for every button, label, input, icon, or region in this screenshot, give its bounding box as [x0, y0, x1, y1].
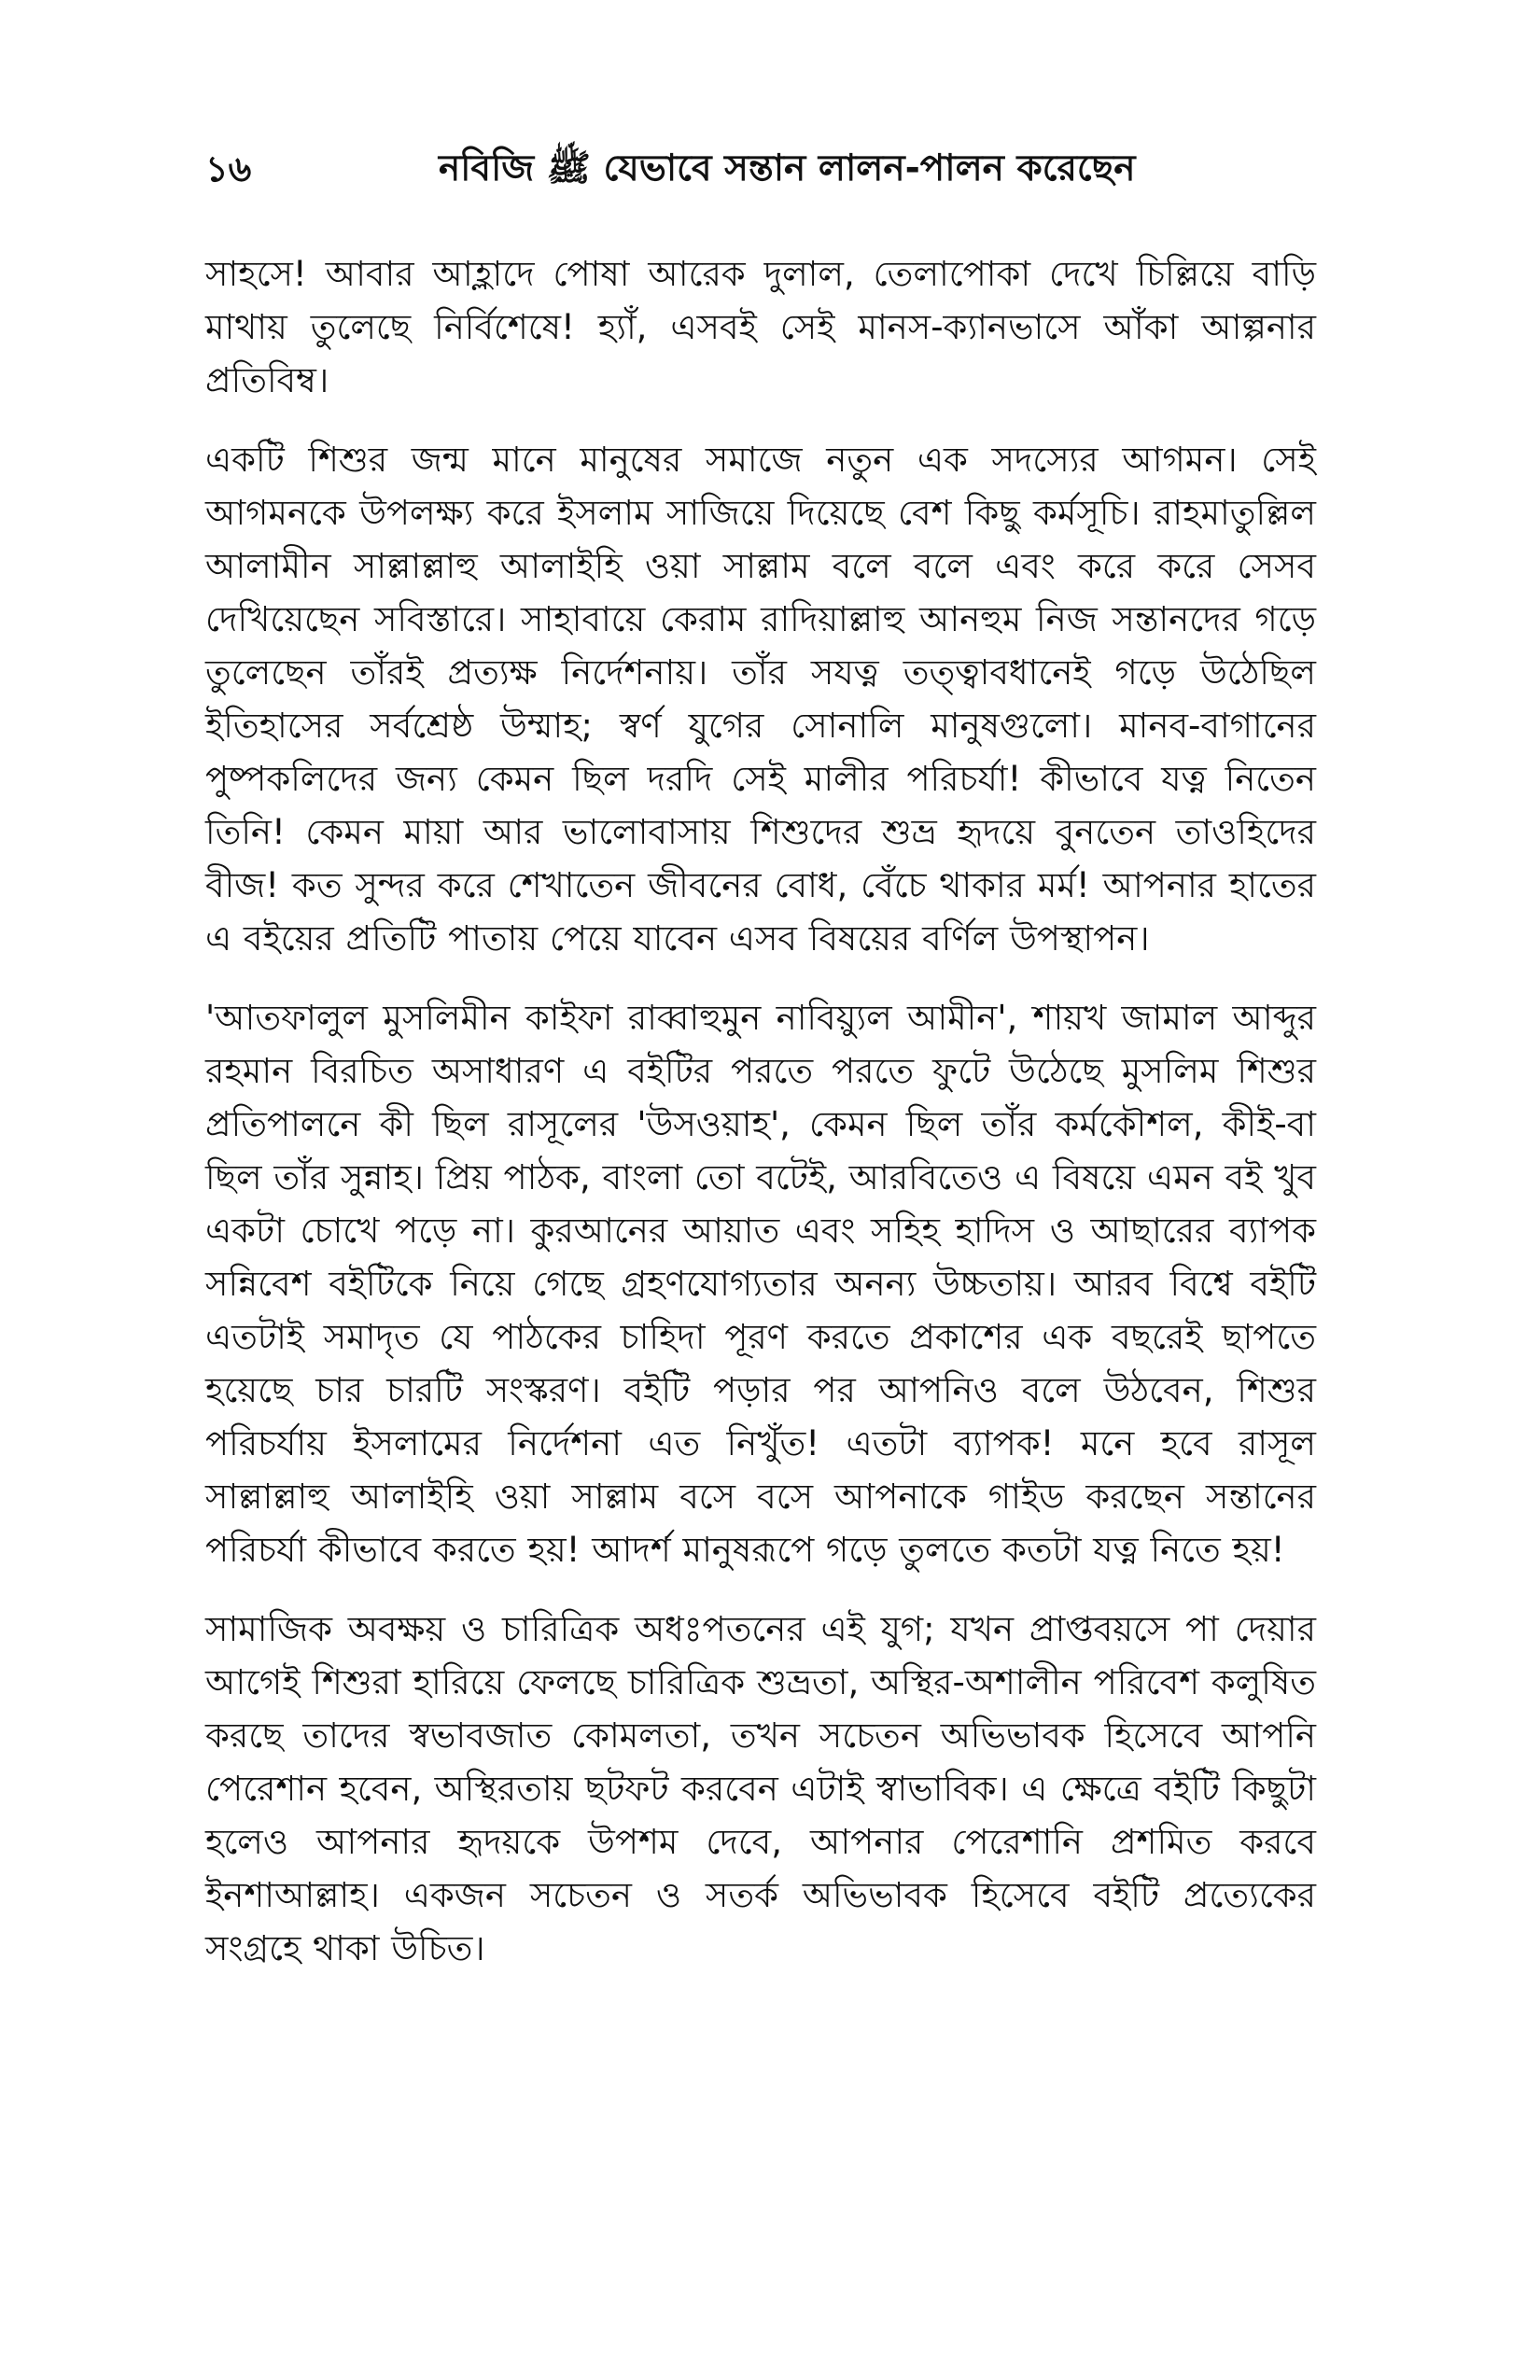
page-number: ১৬ [205, 148, 252, 189]
page-content [205, 247, 1316, 2001]
paragraph-3: 'আতফালুল মুসলিমীন কাইফা রাব্বাহুমুন নাবিয়্যুল আমীন', শায়খ জামাল আব্দুর রহমান বিরচিত অসাধারণ এ বইটির পরতে পরতে ফুটে উঠেছে মুসলিম শিশুর প্রতিপালনে কী ছিল রাসূলের 'উসওয়াহ', কেমন ছিল তাঁর কর্মকৌশল, কীই-বা ছিল তাঁর সুন্নাহ। প্রিয় পাঠক, বাংলা তো বটেই, আরবিতেও এ বিষয়ে এমন বই খুব একটা চোখে পড়ে না। কুরআনের আয়াত এবং সহিহ হাদিস ও আছারের ব্যাপক সন্নিবেশ বইটিকে নিয়ে গেছে গ্রহণযোগ্যতার অনন্য উচ্চতায়। আরব বিশ্বে বইটি এতটাই সমাদৃত যে পাঠকের চাহিদা পূরণ করতে প্রকাশের এক বছরেই ছাপতে হয়েছে চার চারটি সংস্করণ। বইটি পড়ার পর আপনিও বলে উঠবেন, শিশুর পরিচর্যায় ইসলামের নির্দেশনা এত নিখুঁত! এতটা ব্যাপক! মনে হবে রাসূল সাল্লাল্লাহু আলাইহি ওয়া সাল্লাম বসে বসে আপনাকে গাইড করছেন সন্তানের পরিচর্যা কীভাবে করতে হয়! আদর্শ মানুষরূপে গড়ে তুলতে কতটা যত্ন নিতে হয়! [205, 998, 1316, 1570]
page-header [205, 140, 1316, 205]
paragraph-1: সাহসে! আবার আহ্লাদে পোষা আরেক দুলাল, তেলাপোকা দেখে চিল্লিয়ে বাড়ি মাথায় তুলেছে নির্বিশেষে! হ্যাঁ, এসবই সেই মানস-ক্যানভাসে আঁকা আল্পনার প্রতিবিম্ব। [205, 254, 1316, 400]
paragraph-4: সামাজিক অবক্ষয় ও চারিত্রিক অধঃপতনের এই যুগ; যখন প্রাপ্তবয়সে পা দেয়ার আগেই শিশুরা হারিয়ে ফেলছে চারিত্রিক শুভ্রতা, অস্থির-অশালীন পরিবেশ কলুষিত করছে তাদের স্বভাবজাত কোমলতা, তখন সচেতন অভিভাবক হিসেবে আপনি পেরেশান হবেন, অস্থিরতায় ছটফট করবেন এটাই স্বাভাবিক। এ ক্ষেত্রে বইটি কিছুটা হলেও আপনার হৃদয়কে উপশম দেবে, আপনার পেরেশানি প্রশমিত করবে ইনশাআল্লাহ। একজন সচেতন ও সতর্ক অভিভাবক হিসেবে বইটি প্রত্যেকের সংগ্রহে থাকা উচিত। [205, 1609, 1316, 1968]
paragraph-2: একটি শিশুর জন্ম মানে মানুষের সমাজে নতুন এক সদস্যের আগমন। সেই আগমনকে উপলক্ষ্য করে ইসলাম সাজিয়ে দিয়েছে বেশ কিছু কর্মসূচি। রাহমাতুল্লিল আলামীন সাল্লাল্লাহু আলাইহি ওয়া সাল্লাম বলে বলে এবং করে করে সেসব দেখিয়েছেন সবিস্তারে। সাহাবায়ে কেরাম রাদিয়াল্লাহু আনহুম নিজ সন্তানদের গড়ে তুলেছেন তাঁরই প্রত্যক্ষ নির্দেশনায়। তাঁর সযত্ন তত্ত্বাবধানেই গড়ে উঠেছিল ইতিহাসের সর্বশ্রেষ্ঠ উম্মাহ; স্বর্ণ যুগের সোনালি মানুষগুলো। মানব-বাগানের পুষ্পকলিদের জন্য কেমন ছিল দরদি সেই মালীর পরিচর্যা! কীভাবে যত্ন নিতেন তিনি! কেমন মায়া আর ভালোবাসায় শিশুদের শুভ্র হৃদয়ে বুনতেন তাওহিদের বীজ! কত সুন্দর করে শেখাতেন জীবনের বোধ, বেঁচে থাকার মর্ম! আপনার হাতের এ বইয়ের প্রতিটি পাতায় পেয়ে যাবেন এসব বিষয়ের বর্ণিল উপস্থাপন। [205, 440, 1316, 959]
running-title: নবিজি ﷺ যেভাবে সন্তান লালন-পালন করেছেন [439, 147, 1136, 189]
